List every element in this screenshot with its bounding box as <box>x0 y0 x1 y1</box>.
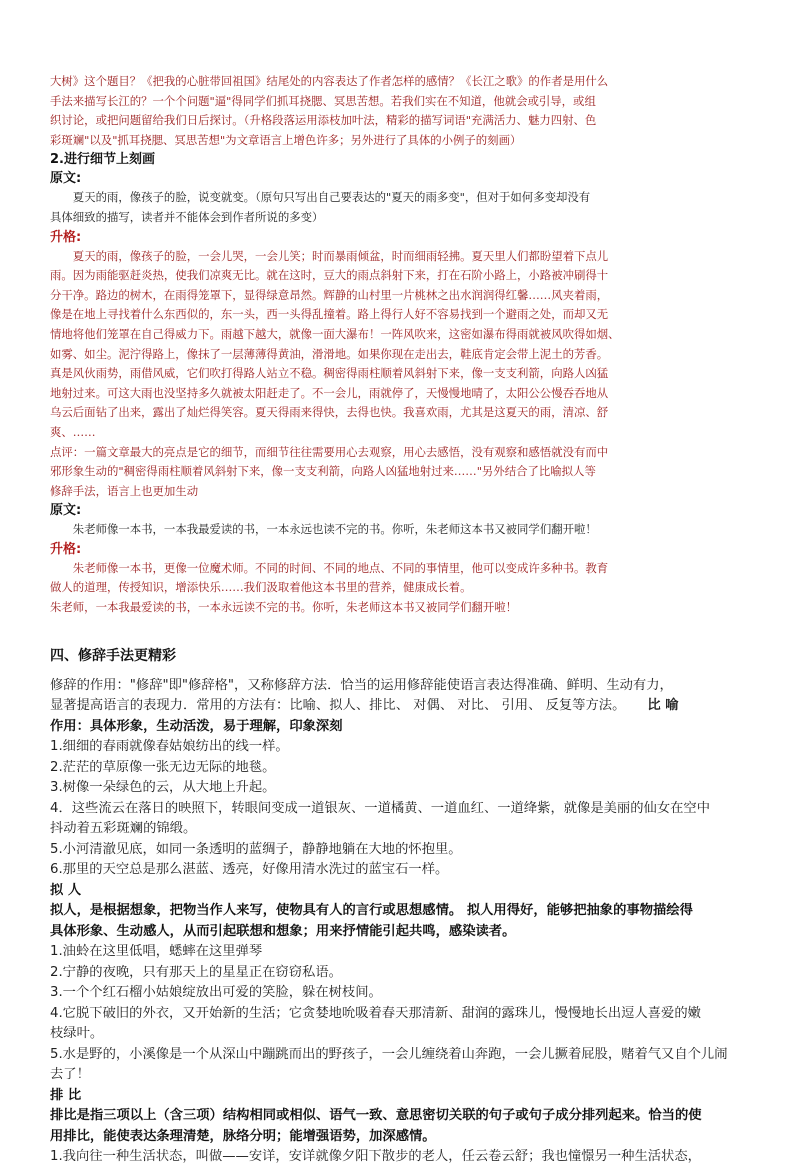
personification-examples <box>50 942 750 1086</box>
upgrade-text <box>50 247 750 443</box>
text-line <box>50 696 750 717</box>
text-line: 做人的道理，传授知识，增添快乐……我们汲取着他这本书里的营养，健康成长着。 <box>50 580 472 595</box>
original-text <box>50 520 750 540</box>
comment-text <box>50 443 750 502</box>
text-line: 彩斑斓"以及"抓耳挠腮、冥思苦想"为文章语言上增色许多；另外进行了具体的小例子的刻画） <box>50 132 522 147</box>
text-line: 真是风伙雨势，雨借风威，它们吹打得路人站立不稳。稠密得雨柱顺着风斜射下来，像一支支利箭，向路人凶猛 <box>50 366 609 381</box>
list-item: 4.它脱下破旧的外衣，又开始新的生活；它贪婪地吮吸着春天那清新、甜润的露珠儿，慢慢地长出逗人喜爱的嫩 <box>50 1005 701 1021</box>
text-line: 分干净。路边的树木，在雨得笼罩下，显得绿意昂然。辉静的山村里一片桃林之出水润润得红馨……风夹着雨， <box>50 287 609 302</box>
text-line: 地射过来。可这大雨也没坚持多久就被太阳赶走了。不一会儿，雨就停了，天慢慢地晴了，太阳公公慢吞吞地从 <box>50 385 609 400</box>
intro-text: 显著提高语言的表现力．常用的方法有：比喻、拟人、排比、 对偶、 对比、 引用、 反复等方法。 <box>50 698 626 714</box>
section-title-rhetoric: 四、修辞手法更精彩 <box>50 647 176 664</box>
text-line: 如雾、如尘。泥泞得路上，像抹了一层薄薄得黄油，滑滑地。如果你现在走出去，鞋底肯定会带上泥土的芳香。 <box>50 346 609 361</box>
parallelism-examples <box>50 1147 750 1168</box>
text-line: 朱老师像一本书，更像一位魔术师。不同的时间、不同的地点、不同的事情里，他可以变成许多种书。教育 <box>72 560 609 575</box>
section-heading-detail: 2.进行细节上刻画 <box>50 152 155 168</box>
metaphor-role: 作用：具体形象，生动活泼，易于理解，印象深刻 <box>50 718 343 734</box>
personification-title: 拟 人 <box>50 882 82 898</box>
text-line: 具体细致的描写，读者并不能体会到作者所说的多变） <box>50 209 324 224</box>
metaphor-title: 比 喻 <box>647 698 679 714</box>
list-item: 5.小河清澈见底，如同一条透明的蓝绸子，静静地躺在大地的怀抱里。 <box>50 841 462 857</box>
text-line: 雨。因为雨能驱赶炎热，使我们凉爽无比。就在这时，豆大的雨点斜射下来，打在石阶小路上，小路被冲刷得十 <box>50 268 609 283</box>
list-item: 4．这些流云在落日的映照下，转眼间变成一道银灰、一道橘黄、一道血红、一道绛紫，就像是美丽的仙女在空中 <box>50 800 711 816</box>
text-line: 朱老师像一本书，一本我最爱读的书，一本永远也读不完的书。你听，朱老师这本书又被同学们翻开啦！ <box>72 522 597 537</box>
text-line: 具体形象、生动感人，从而引起联想和想象；用来抒情能引起共鸣，感染读者。 <box>50 923 516 939</box>
list-item: 3.树像一朵绿色的云，从大地上升起。 <box>50 780 276 796</box>
text-line: 织讨论，或把问题留给我们日后探讨。（升格段落运用添枝加叶法，精彩的描写词语"充满活力、魅力四射、色 <box>50 113 597 128</box>
parallelism-title: 排 比 <box>50 1087 82 1103</box>
list-item: 2.茫茫的草原像一张无边无际的地毯。 <box>50 759 276 775</box>
text-line: 拟人，是根据想象，把物当作人来写，使物具有人的言行或思想感情。 拟人用得好，能够把抽象的事物描绘得 <box>50 903 693 919</box>
text-line: 排比是指三项以上（含三项）结构相同或相似、语气一致、意思密切关联的句子或句子成分排列起来。恰当的使 <box>50 1108 702 1124</box>
text-line: 用排比，能使表达条理清楚，脉络分明；能增强语势，加深感情。 <box>50 1128 436 1144</box>
text-line: 情地将他们笼罩在自己得威力下。雨越下越大，就像一面大瀑布！一阵风吹来，这密如瀑布得雨就被风吹得如烟、 <box>50 326 620 341</box>
text-line: 乌云后面钻了出来，露出了灿烂得笑容。夏天得雨来得快，去得也快。我喜欢雨，尤其是这夏天的雨，清凉、舒 <box>50 405 609 420</box>
original-text <box>50 188 750 227</box>
text-line: 点评：一篇文章最大的亮点是它的细节，而细节往往需要用心去观察，用心去感悟，没有观察和感悟就没有而中 <box>50 444 609 459</box>
text-line: 夏天的雨，像孩子的脸，一会儿哭，一会儿笑；时而暴雨倾盆，时而细雨轻拂。夏天里人们都盼望着下点儿 <box>72 248 609 263</box>
text-line: 修辞手法，语言上也更加生动 <box>50 483 199 498</box>
list-item: 1.油蛉在这里低唱，蟋蟀在这里弹琴 <box>50 944 263 960</box>
list-item: 5.水是野的，小溪像是一个从深山中蹦跳而出的野孩子，一会儿缠绕着山奔跑，一会儿撅着屁股，赌着气又自个儿闹 <box>50 1046 728 1062</box>
list-item: 去了！ <box>50 1067 90 1083</box>
text-line: 朱老师，一本我最爱读的书，一本永远读不完的书。你听，朱老师这本书又被同学们翻开啦！ <box>50 600 518 615</box>
rhetoric-intro <box>50 676 750 717</box>
text-line: 爽、…… <box>50 424 96 439</box>
document-page <box>50 72 750 1168</box>
original-label: 原文: <box>50 171 82 187</box>
list-item: 1.细细的春雨就像春姑娘纺出的线一样。 <box>50 739 289 755</box>
text-line: 像是在地上寻找着什么东西似的，东一头，西一头得乱撞着。路上得行人好不容易找到一个避雨之处，而却又无 <box>50 307 609 322</box>
list-item: 抖动着五彩斑斓的锦缎。 <box>50 821 197 837</box>
list-item: 2.宁静的夜晚，只有那天上的星星正在窃窃私语。 <box>50 964 342 980</box>
text-line: 夏天的雨，像孩子的脸，说变就变。（原句只写出自己要表达的"夏天的雨多变"，但对于如何多变却没有 <box>72 190 591 205</box>
metaphor-examples <box>50 737 750 881</box>
text-line: 修辞的作用："修辞"即"修辞格"，又称修辞方法．恰当的运用修辞能使语言表达得准确、鲜明、生动有力， <box>50 677 673 693</box>
personification-definition <box>50 901 750 942</box>
original-label: 原文: <box>50 503 82 519</box>
text-line: 手法来描写长江的？一个个问题"逼"得同学们抓耳挠腮、冥思苦想。若我们实在不知道，他就会或引导，或组 <box>50 93 596 108</box>
upgrade-label: 升格: <box>50 541 82 557</box>
text-line: 邪形象生动的"稠密得雨柱顺着风斜射下来，像一支支利箭，向路人凶猛地射过来……"另外结合了比喻拟人等 <box>50 464 596 479</box>
intro-paragraph <box>50 72 750 150</box>
upgrade-label: 升格: <box>50 229 82 245</box>
parallelism-definition <box>50 1106 750 1147</box>
list-item: 6.那里的天空总是那么湛蓝、透亮，好像用清水洗过的蓝宝石一样。 <box>50 862 449 878</box>
text-line: 大树》这个题目？《把我的心脏带回祖国》结尾处的内容表达了作者怎样的感情？《长江之歌》的作者是用什么 <box>50 74 609 88</box>
list-item: 1.我向往一种生活状态，叫做——安详，安详就像夕阳下散步的老人，任云卷云舒；我也憧憬另一种生活状态， <box>50 1149 701 1165</box>
list-item: 3.一个个红石榴小姑娘绽放出可爱的笑脸，躲在树枝间。 <box>50 985 382 1001</box>
list-item: 枝绿叶。 <box>50 1026 104 1042</box>
upgrade-text <box>50 559 750 618</box>
